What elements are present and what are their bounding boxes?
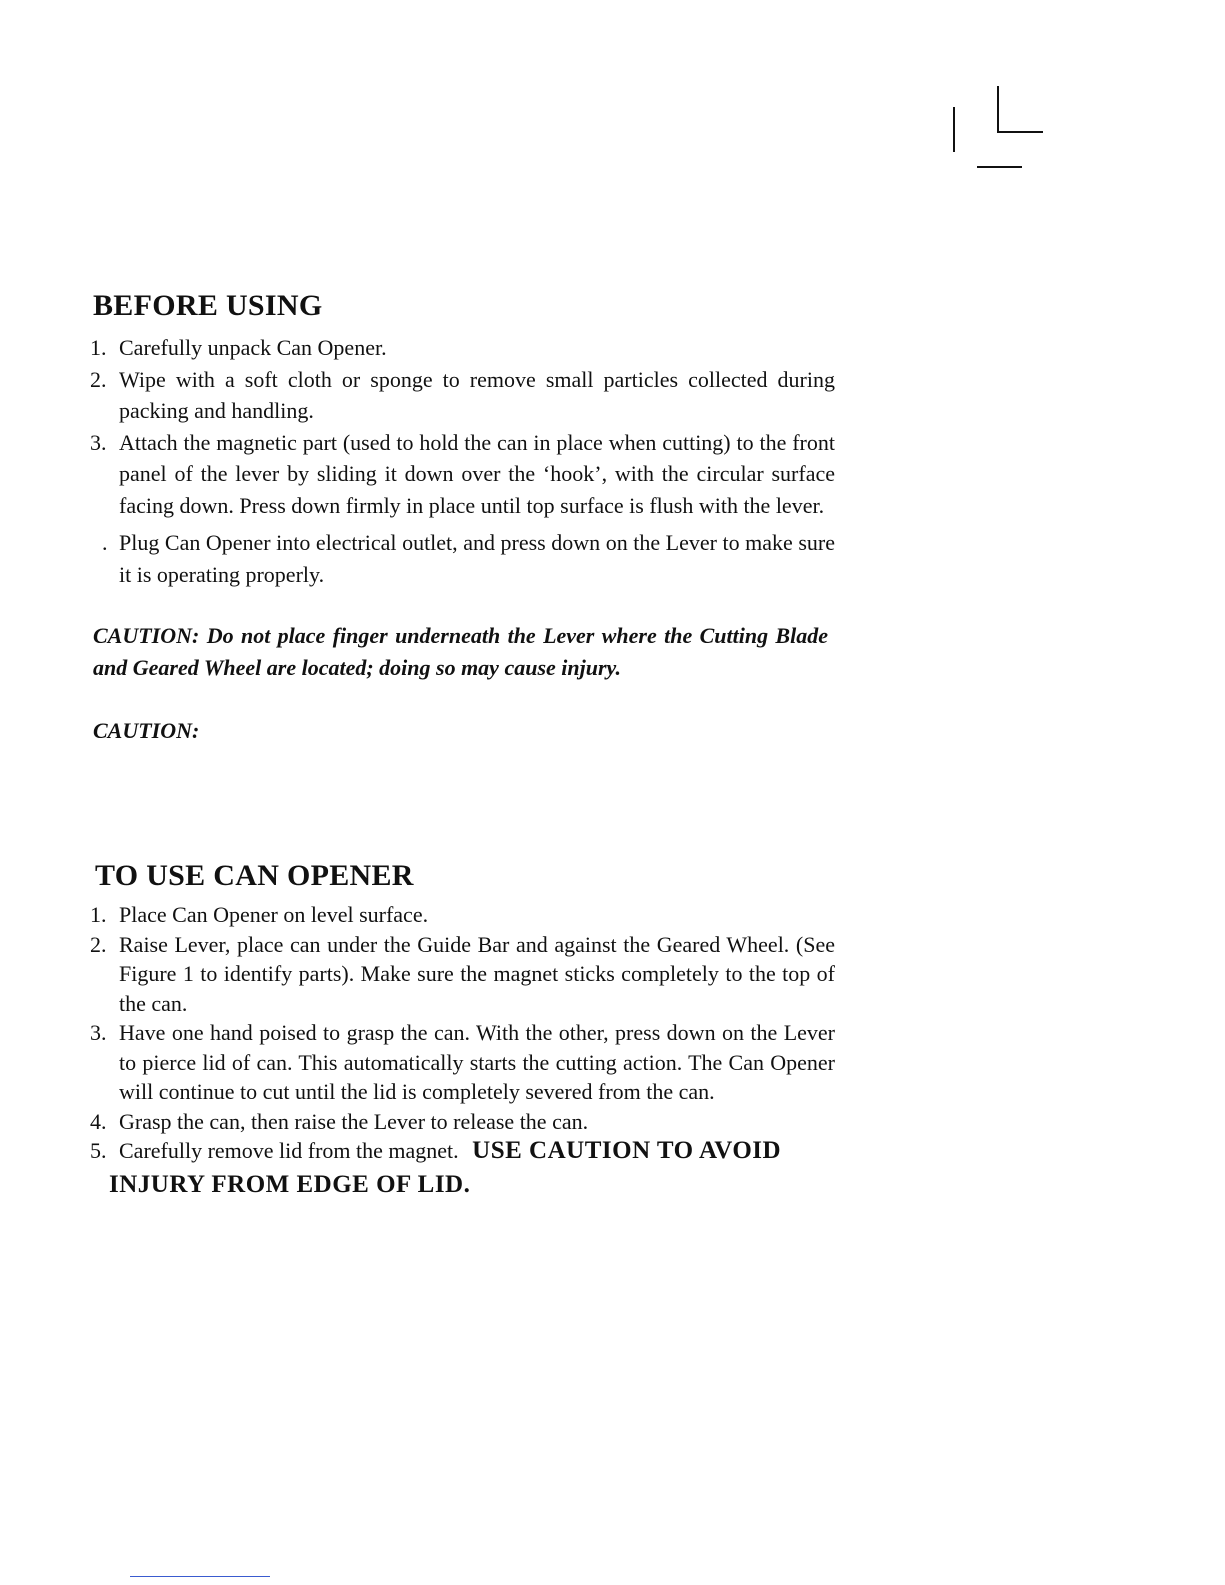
item-text: Carefully remove lid from the magnet. (119, 1138, 459, 1163)
item-text: Raise Lever, place can under the Guide Bar and against the Geared Wheel. (See Figure 1 to identify parts). Make sure the magnet sticks completely to the top of the can. (119, 931, 835, 1016)
item-text: Carefully unpack Can Opener. (119, 335, 387, 360)
before-using-heading: BEFORE USING (93, 289, 323, 322)
item-number: 3. (90, 1020, 107, 1045)
list-item (90, 527, 835, 590)
item-number: 1. (90, 902, 107, 927)
item-text: Wipe with a soft cloth or sponge to remove small particles collected during packing and handling. (119, 366, 835, 423)
item-number: . (102, 530, 108, 555)
list-item (90, 1107, 835, 1137)
item-text: Plug Can Opener into electrical outlet, and press down on the Lever to make sure it is operating properly. (119, 530, 835, 587)
item-number: 5. (90, 1138, 107, 1163)
item-text: Place Can Opener on level surface. (119, 902, 429, 927)
crop-mark (997, 86, 999, 132)
item-text: Have one hand poised to grasp the can. With the other, press down on the Lever to pierce lid of can. This automatically starts the cutting action. The Can Opener will continue to cut until the lid is completely severed from the can. (119, 1020, 835, 1104)
item-text: Attach the magnetic part (used to hold the can in place when cutting) to the front panel of the lever by sliding it down over the ‘hook’, with the circular surface facing down. Press down firmly in place until top surface is flush with the lever. (119, 429, 835, 518)
injury-warning-line-2: INJURY FROM EDGE OF LID. (109, 1170, 471, 1198)
crop-mark (953, 107, 955, 152)
list-item (90, 427, 835, 522)
to-use-list (90, 900, 835, 1199)
crop-mark (997, 131, 1043, 133)
bottom-rule (130, 1576, 270, 1577)
item-text: Grasp the can, then raise the Lever to release the can. (119, 1108, 589, 1134)
item-number: 3. (90, 429, 107, 455)
list-item (90, 930, 835, 1019)
list-item (90, 364, 835, 427)
list-item (90, 1018, 835, 1107)
item-number: 2. (90, 931, 107, 957)
item-number: 4. (90, 1108, 107, 1134)
crop-mark (977, 166, 1022, 168)
caution-warning: CAUTION: Do not place finger underneath the Lever where the Cutting Blade and Geared Wheel are located; doing so may cause injury. (93, 623, 828, 680)
list-item (90, 332, 835, 364)
item-number: 1. (90, 335, 107, 360)
list-item (90, 900, 835, 930)
to-use-heading: TO USE CAN OPENER (95, 859, 414, 892)
caution-label: CAUTION: (93, 718, 200, 743)
list-item (90, 1136, 835, 1199)
before-using-list (90, 332, 835, 590)
item-number: 2. (90, 366, 107, 392)
injury-warning-line-1: USE CAUTION TO AVOID (472, 1137, 782, 1164)
